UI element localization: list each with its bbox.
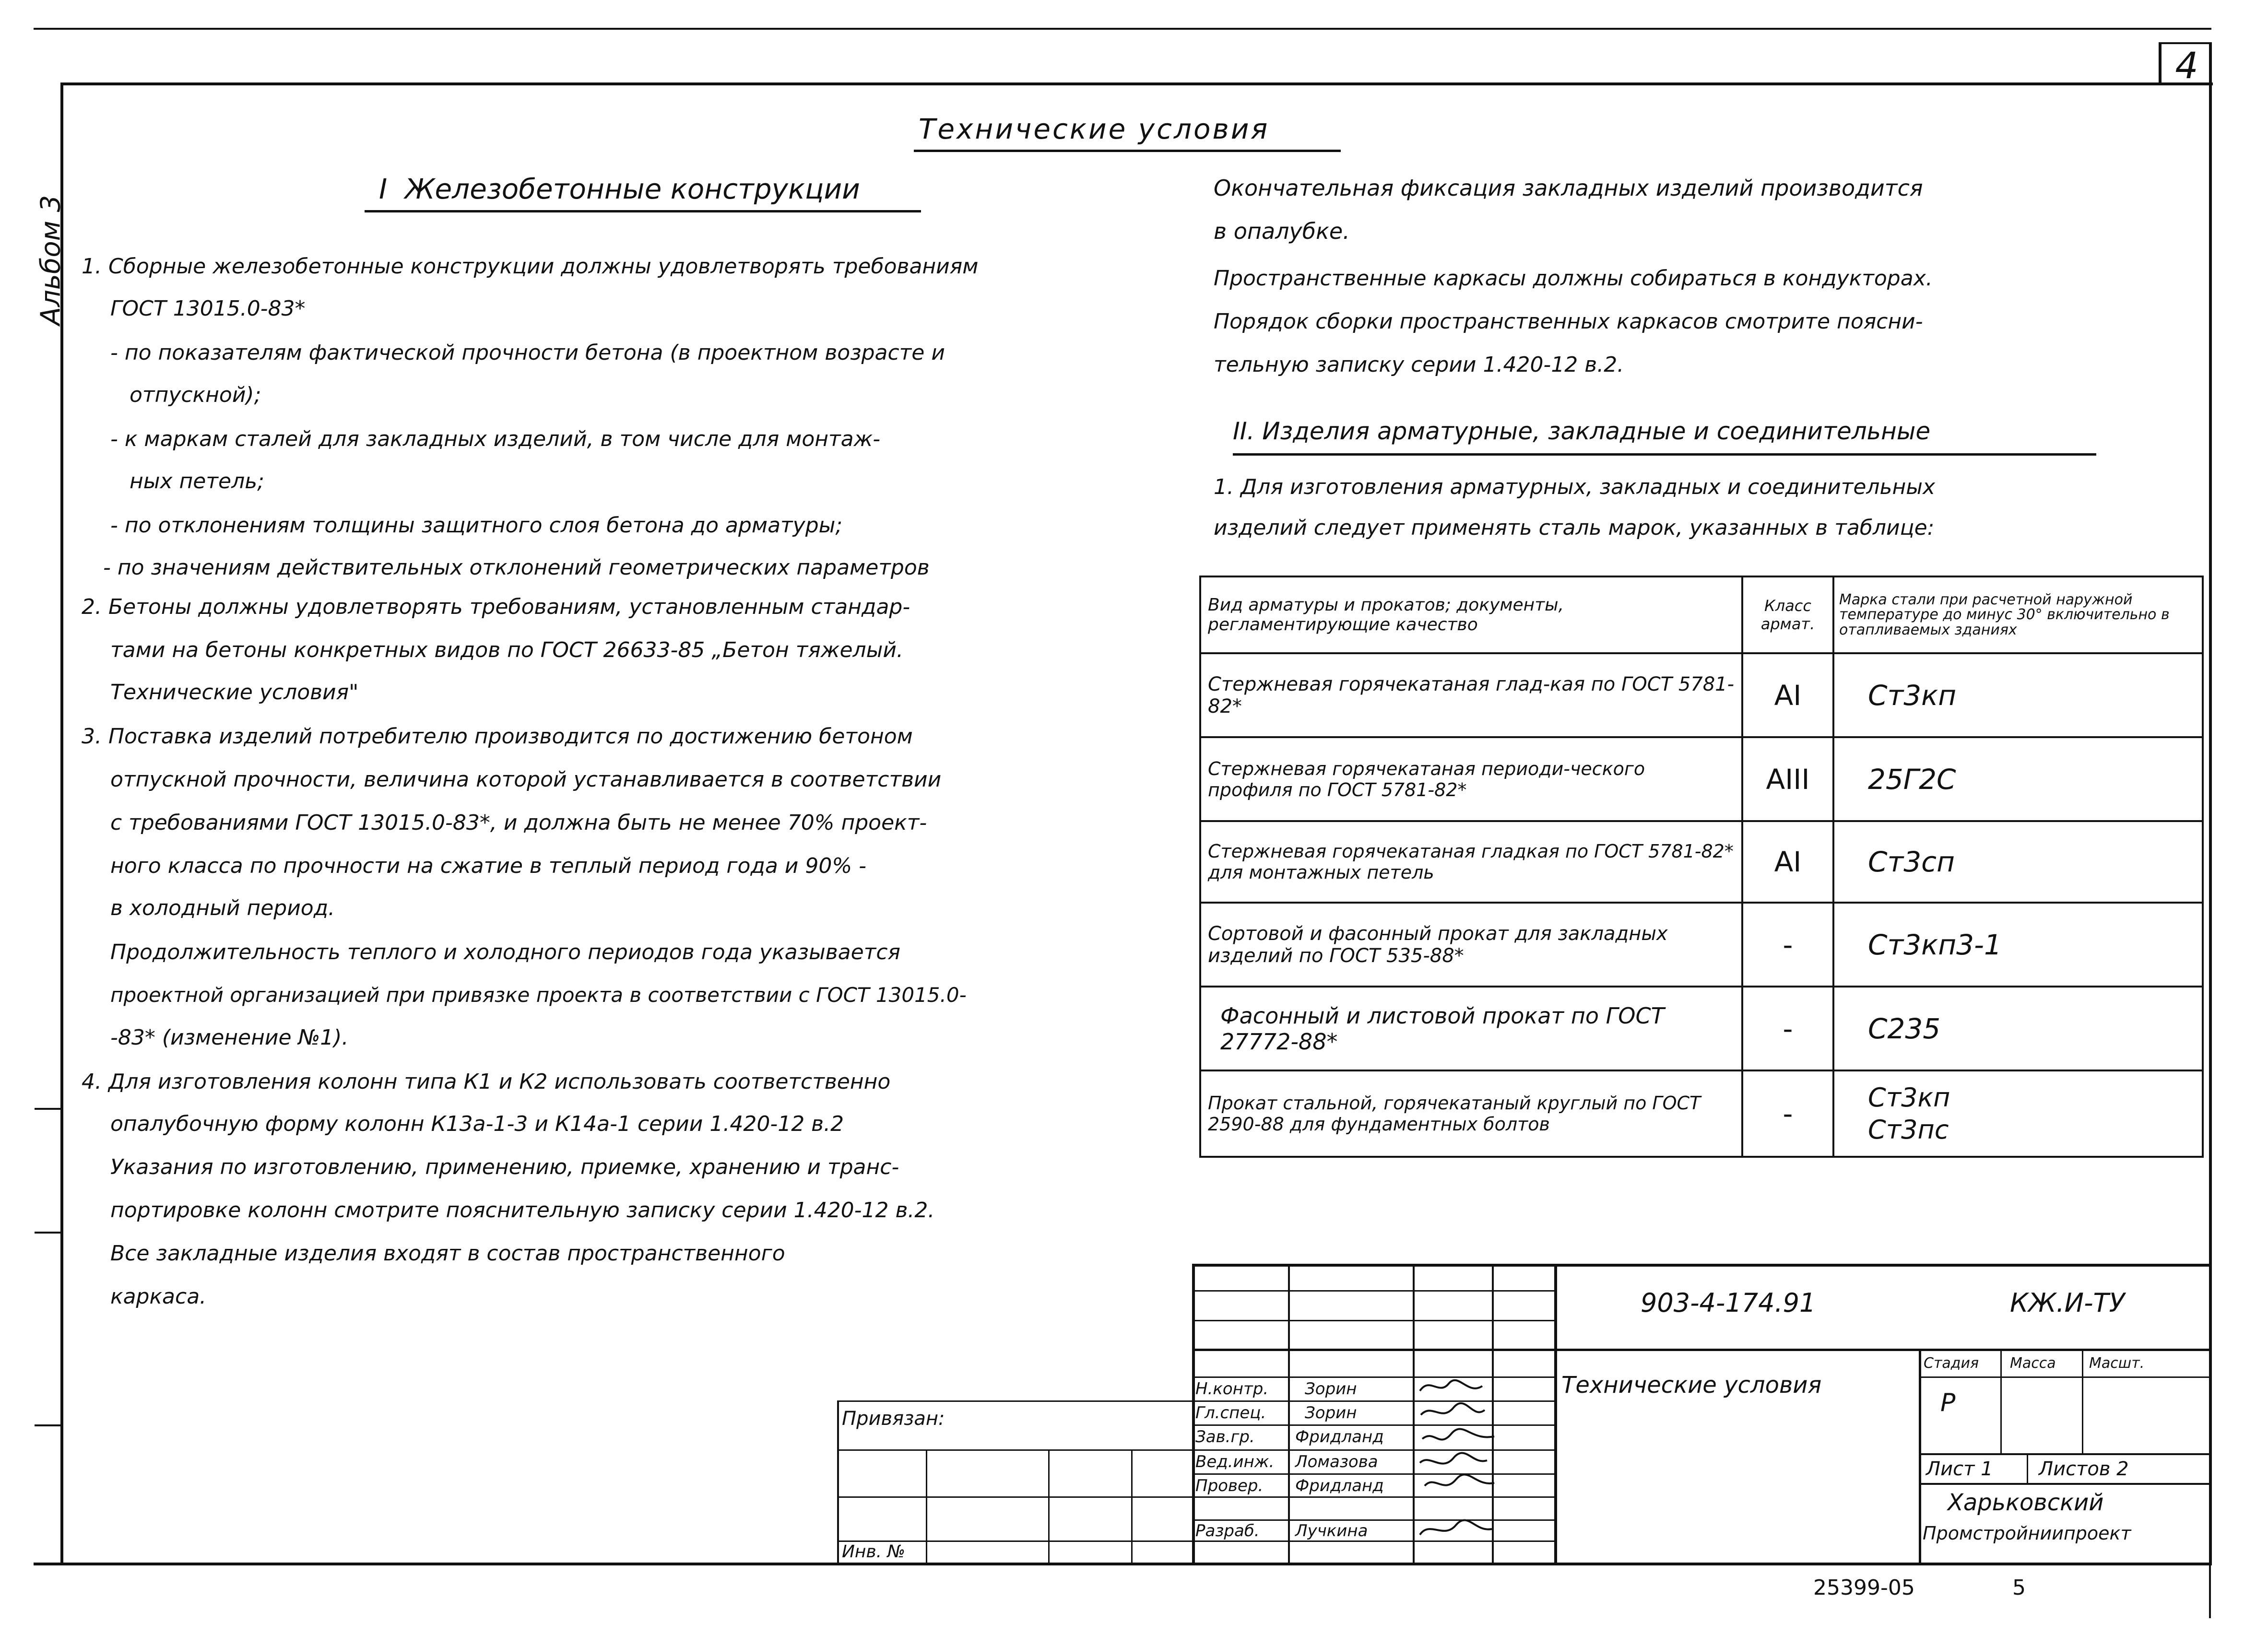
table-row bbox=[1200, 653, 2203, 737]
s1-line: - по отклонениям толщины защитного слоя бетона до арматуры; bbox=[110, 513, 843, 538]
signature-scribble bbox=[1425, 1475, 1494, 1486]
frame-right bbox=[2209, 42, 2212, 1565]
s1-line: - по значениям действительных отклонений геометрических параметров bbox=[103, 555, 930, 580]
tb-line bbox=[1192, 1349, 2211, 1351]
tb-line bbox=[1192, 1519, 1557, 1521]
section2-underline bbox=[1233, 453, 2096, 456]
signer-name: Фридланд bbox=[1295, 1476, 1384, 1495]
signer-name: Зорин bbox=[1305, 1403, 1357, 1423]
rt-line: Порядок сборки пространственных каркасов смотрите поясни- bbox=[1214, 309, 1923, 334]
margin-tick bbox=[35, 1424, 61, 1426]
row-mark: 25Г2С bbox=[1833, 737, 2203, 821]
tb-vline bbox=[2082, 1349, 2083, 1454]
signer-name: Лучкина bbox=[1295, 1521, 1368, 1540]
doc-name: Технические условия bbox=[1561, 1372, 1822, 1399]
tb-vline bbox=[1554, 1264, 1557, 1564]
tb-vline bbox=[1131, 1449, 1133, 1564]
row-type: Сортовой и фасонный прокат для закладных изделий по ГОСТ 535-88* bbox=[1200, 903, 1742, 987]
signature-scribble bbox=[1420, 1380, 1482, 1391]
signer-name: Фридланд bbox=[1295, 1427, 1384, 1446]
s1-line: опалубочную форму колонн К13а-1-3 и К14а-1 серии 1.420-12 в.2 bbox=[110, 1112, 844, 1136]
section1-heading: I Железобетонные конструкции bbox=[379, 173, 860, 205]
signatures-graphic bbox=[1415, 1376, 1497, 1542]
margin-tick bbox=[35, 1232, 61, 1234]
row-mark: Ст3кп bbox=[1833, 653, 2203, 737]
frame-bottom bbox=[34, 1563, 2212, 1565]
row-mark: Ст3кп Ст3пс bbox=[1833, 1070, 2203, 1157]
signature-scribble bbox=[1420, 1453, 1487, 1464]
s1-line: отпускной прочности, величина которой устанавливается в соответствии bbox=[110, 767, 942, 792]
tb-line bbox=[1192, 1264, 2211, 1267]
signature-scribble bbox=[1421, 1403, 1485, 1415]
s2-line: 1. Для изготовления арматурных, закладных и соединительных bbox=[1214, 475, 1936, 499]
s1-line: ного класса по прочности на сжатие в теплый период года и 90% - bbox=[110, 854, 867, 878]
header-type: Вид арматуры и прокатов; документы, регламентирующие качество bbox=[1200, 576, 1742, 653]
frame-right-tail bbox=[2209, 1565, 2211, 1618]
signature-scribble bbox=[1422, 1429, 1494, 1440]
table-row bbox=[1200, 737, 2203, 821]
tb-line bbox=[1192, 1376, 1557, 1378]
header-class: Класс армат. bbox=[1742, 576, 1833, 653]
row-mark: С235 bbox=[1833, 987, 2203, 1070]
page-title: Технические условия bbox=[919, 113, 1270, 145]
s1-line: портировке колонн смотрите пояснительную записку серии 1.420-12 в.2. bbox=[110, 1198, 935, 1223]
row-type: Прокат стальной, горячекатаный круглый по ГОСТ 2590-88 для фундаментных болтов bbox=[1200, 1070, 1742, 1157]
steel-table bbox=[1199, 576, 2204, 1158]
s1-line: - к маркам сталей для закладных изделий, в том числе для монтаж- bbox=[110, 427, 881, 451]
tb-vline bbox=[2027, 1453, 2028, 1483]
tb-vline bbox=[2000, 1349, 2002, 1454]
sheet-number: 4 bbox=[2175, 44, 2198, 87]
s1-line: отпускной); bbox=[130, 383, 261, 407]
doc-mark: КЖ.И-ТУ bbox=[2010, 1288, 2125, 1318]
tb-line bbox=[1192, 1290, 1557, 1292]
s1-line: -83* (изменение №1). bbox=[110, 1025, 349, 1050]
s2-line: изделий следует применять сталь марок, указанных в таблице: bbox=[1214, 516, 1935, 540]
tb-vline bbox=[1192, 1264, 1195, 1564]
row-class: - bbox=[1742, 1070, 1833, 1157]
row-type: Стержневая горячекатаная глад-кая по ГОСТ 5781-82* bbox=[1200, 653, 1742, 737]
signer-role: Разраб. bbox=[1195, 1521, 1260, 1540]
sheet-number-box bbox=[2159, 42, 2212, 85]
signer-name: Ломазова bbox=[1295, 1452, 1378, 1471]
s1-line: в холодный период. bbox=[110, 896, 335, 920]
signer-role: Гл.спец. bbox=[1195, 1403, 1266, 1423]
s1-line: Технические условия" bbox=[110, 680, 359, 705]
header-mark: Марка стали при расчетной наружной температуре до минус 30° включительно в отапливаемых зданиях bbox=[1833, 576, 2203, 653]
stage-value: Р bbox=[1940, 1388, 1956, 1417]
stage-header: Стадия bbox=[1924, 1355, 1979, 1372]
sheets-label: Листов 2 bbox=[2039, 1458, 2129, 1480]
row-class: AI bbox=[1742, 653, 1833, 737]
table-row bbox=[1200, 821, 2203, 903]
s1-line: проектной организацией при привязке проекта в соответствии с ГОСТ 13015.0- bbox=[110, 983, 967, 1007]
tb-line bbox=[1192, 1473, 1557, 1475]
row-mark: Ст3сп bbox=[1833, 821, 2203, 903]
top-margin-line bbox=[34, 28, 2211, 30]
signer-role: Вед.инж. bbox=[1195, 1452, 1275, 1471]
s1-line: с требованиями ГОСТ 13015.0-83*, и должна быть не менее 70% проект- bbox=[110, 811, 927, 835]
signer-role: Провер. bbox=[1195, 1476, 1264, 1495]
tb-vline bbox=[1288, 1264, 1290, 1564]
row-type: Стержневая горячекатаная гладкая по ГОСТ 5781-82* для монтажных петель bbox=[1200, 821, 1742, 903]
s1-line: Продолжительность теплого и холодного периодов года указывается bbox=[110, 940, 900, 964]
tb-line bbox=[1192, 1424, 1557, 1426]
row-class: AI bbox=[1742, 821, 1833, 903]
section2-heading: II. Изделия арматурные, закладные и соединительные bbox=[1233, 417, 1931, 445]
tb-vline bbox=[1413, 1264, 1415, 1564]
row-type: Фасонный и листовой прокат по ГОСТ 27772-88* bbox=[1200, 987, 1742, 1070]
row-type: Стержневая горячекатаная периоди-ческого профиля по ГОСТ 5781-82* bbox=[1200, 737, 1742, 821]
table-row bbox=[1200, 903, 2203, 987]
rt-line: Окончательная фиксация закладных изделий производится bbox=[1214, 175, 1923, 201]
table-row bbox=[1200, 1070, 2203, 1157]
tb-line bbox=[1919, 1483, 2211, 1485]
s1-line: 1. Сборные железобетонные конструкции должны удовлетворять требованиям bbox=[82, 254, 979, 279]
scale-header: Масшт. bbox=[2089, 1355, 2145, 1372]
row-class: AIII bbox=[1742, 737, 1833, 821]
row-class: - bbox=[1742, 903, 1833, 987]
table-header-row bbox=[1200, 576, 2203, 653]
signer-name: Зорин bbox=[1305, 1379, 1357, 1399]
s1-line: ГОСТ 13015.0-83* bbox=[110, 296, 306, 321]
tb-vline bbox=[1048, 1449, 1050, 1564]
s1-line: тами на бетоны конкретных видов по ГОСТ 26633-85 „Бетон тяжелый. bbox=[110, 638, 903, 662]
bound-label: Привязан: bbox=[842, 1408, 945, 1430]
mass-header: Масса bbox=[2010, 1355, 2056, 1372]
doc-code: 903-4-174.91 bbox=[1641, 1288, 1816, 1318]
tb-line bbox=[1919, 1376, 2211, 1378]
s1-line: Все закладные изделия входят в состав пространственного bbox=[110, 1241, 785, 1266]
rt-line: в опалубке. bbox=[1214, 218, 1350, 244]
signer-role: Зав.гр. bbox=[1195, 1427, 1255, 1446]
org-line2: Промстройниипроект bbox=[1923, 1523, 2131, 1544]
s1-line: 2. Бетоны должны удовлетворять требованиям, установленным стандар- bbox=[82, 595, 910, 619]
s1-line: ных петель; bbox=[130, 469, 264, 494]
s1-line: каркаса. bbox=[110, 1284, 207, 1309]
signer-role: Н.контр. bbox=[1195, 1379, 1269, 1399]
s1-line: Указания по изготовлению, применению, приемке, хранению и транс- bbox=[110, 1155, 899, 1179]
frame-top bbox=[61, 82, 2213, 85]
section1-underline bbox=[365, 210, 921, 212]
margin-tick bbox=[35, 1108, 61, 1110]
s1-line: 3. Поставка изделий потребителю производится по достижению бетоном bbox=[82, 724, 913, 749]
tb-line bbox=[1919, 1453, 2211, 1455]
tb-vline bbox=[926, 1449, 927, 1564]
rt-line: тельную записку серии 1.420-12 в.2. bbox=[1214, 353, 1624, 377]
s1-line: - по показателям фактической прочности бетона (в проектном возрасте и bbox=[110, 341, 945, 365]
table-row bbox=[1200, 987, 2203, 1070]
tb-vline bbox=[1919, 1349, 1921, 1564]
row-class: - bbox=[1742, 987, 1833, 1070]
org-line1: Харьковский bbox=[1948, 1489, 2104, 1516]
title-underline bbox=[914, 150, 1341, 152]
bottom-number: 25399-05 bbox=[1813, 1575, 1915, 1600]
row-mark: Ст3кп3-1 bbox=[1833, 903, 2203, 987]
rt-line: Пространственные каркасы должны собираться в кондукторах. bbox=[1214, 266, 1933, 291]
sheet-label: Лист 1 bbox=[1926, 1458, 1993, 1480]
album-note: Альбом 3 bbox=[35, 195, 67, 326]
tb-line bbox=[1192, 1320, 1557, 1321]
s1-line: 4. Для изготовления колонн типа К1 и К2 использовать соответственно bbox=[82, 1070, 891, 1094]
tb-line bbox=[837, 1400, 839, 1564]
signature-scribble bbox=[1420, 1520, 1492, 1535]
inv-label: Инв. № bbox=[842, 1542, 906, 1562]
bottom-sheet: 5 bbox=[2012, 1575, 2026, 1600]
